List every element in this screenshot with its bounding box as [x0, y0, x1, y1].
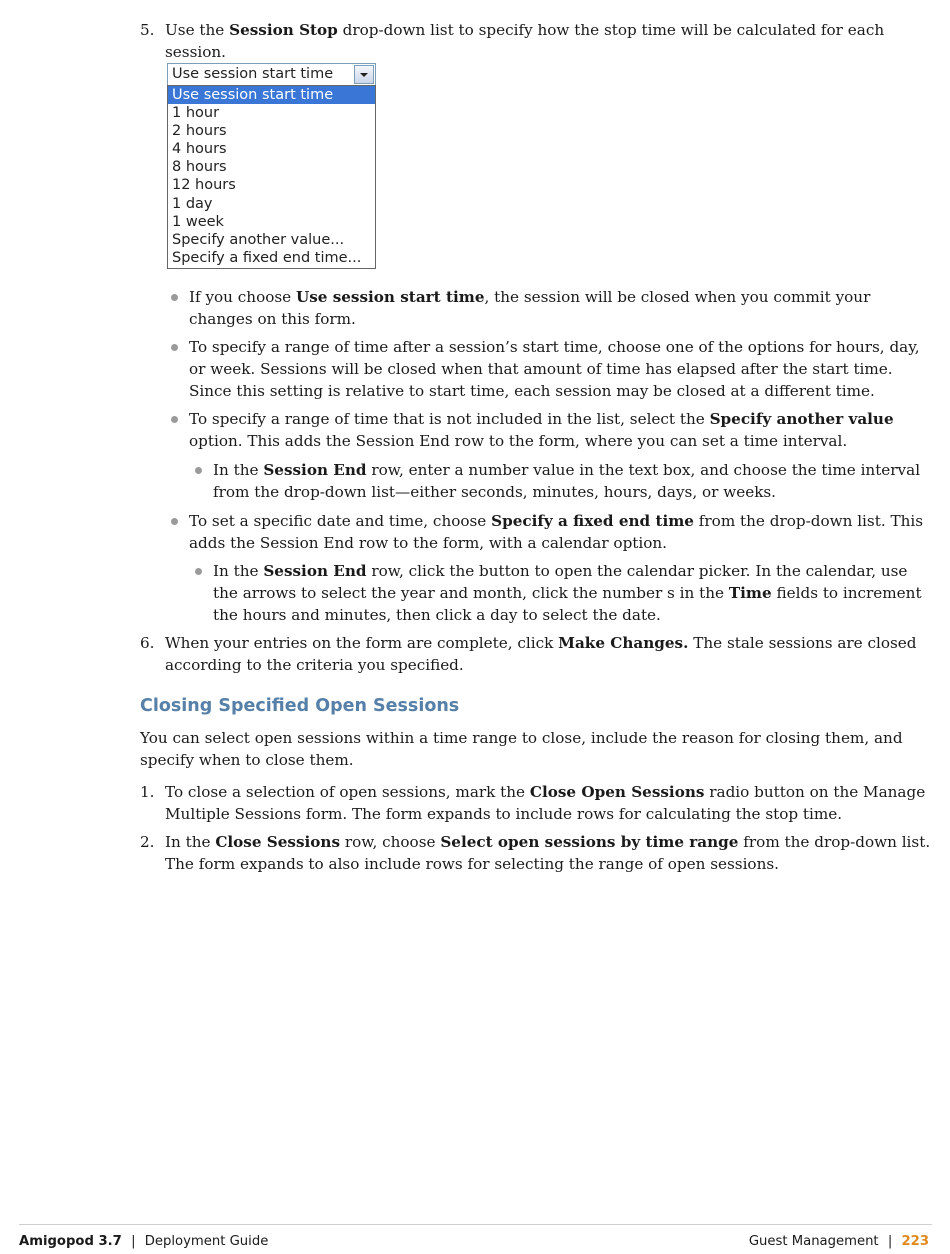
- footer-product: Amigopod 3.7: [19, 1234, 122, 1249]
- dropdown-button[interactable]: [354, 65, 374, 84]
- dropdown-option[interactable]: 1 hour: [172, 105, 220, 122]
- session-stop-dropdown[interactable]: [167, 63, 376, 268]
- dropdown-option[interactable]: 1 day: [172, 195, 213, 212]
- dropdown-field[interactable]: [167, 63, 376, 86]
- bullet-icon: [171, 416, 178, 423]
- step-text: To close a selection of open sessions, mark the Close Open Sessions radio button on the Manage Multiple Sessions form. The form expands to include rows for calculating the stop time.: [165, 783, 926, 823]
- section-heading: Closing Specified Open Sessions: [140, 696, 460, 716]
- bullet-fixed-end-time: To set a specific date and time, choose Specify a fixed end time from the drop-down list. This adds the Session End row to the form, with a calendar option.: [189, 510, 932, 554]
- dropdown-option[interactable]: Specify another value...: [172, 231, 345, 248]
- footer-separator: |: [131, 1234, 136, 1249]
- dropdown-option[interactable]: Specify a fixed end time...: [172, 249, 362, 266]
- page-number: 223: [901, 1234, 929, 1249]
- step-text: In the Close Sessions row, choose Select open sessions by time range from the drop-down list. The form expands to also include rows for selecting the range of open sessions.: [165, 833, 931, 873]
- step-number: 6.: [140, 634, 155, 652]
- dropdown-option[interactable]: Use session start time: [168, 86, 375, 104]
- footer-divider: [19, 1224, 932, 1225]
- step-number: 2.: [140, 833, 155, 851]
- footer-right: [749, 1234, 929, 1249]
- step-6: [140, 632, 932, 676]
- bullet-icon: [195, 467, 202, 474]
- bullet-icon: [171, 294, 178, 301]
- dropdown-option[interactable]: 12 hours: [172, 177, 236, 194]
- dropdown-options-list[interactable]: [167, 85, 376, 269]
- step-5: [140, 19, 932, 63]
- footer-guide: Deployment Guide: [144, 1234, 269, 1249]
- section-step-2: [140, 831, 932, 875]
- section-intro: You can select open sessions within a time range to close, include the reason for closing them, and specify when to close them.: [140, 729, 903, 769]
- section-step-1: [140, 781, 932, 825]
- dropdown-option[interactable]: 2 hours: [172, 123, 227, 140]
- step-text: Use the Session Stop drop-down list to specify how the stop time will be calculated for each session.: [165, 21, 885, 61]
- subbullet-calendar-picker: In the Session End row, click the button to open the calendar picker. In the calendar, use the arrows to select the year and month, click the number s in the Time fields to increment the hours and minutes, then click a day to select the date.: [213, 560, 932, 626]
- dropdown-option[interactable]: 4 hours: [172, 141, 227, 158]
- bullet-start-time: If you choose Use session start time, the session will be closed when you commit your changes on this form.: [189, 286, 932, 330]
- subbullet-session-end-interval: In the Session End row, enter a number value in the text box, and choose the time interval from the drop-down list—either seconds, minutes, hours, days, or weeks.: [213, 459, 932, 503]
- footer-chapter: Guest Management: [748, 1234, 879, 1249]
- dropdown-option[interactable]: 1 week: [172, 213, 224, 230]
- chevron-down-icon: [360, 73, 368, 77]
- step-number: 5.: [140, 21, 155, 39]
- bullet-another-value: To specify a range of time that is not included in the list, select the Specify another value option. This adds the Session End row to the form, where you can set a time interval.: [189, 408, 932, 452]
- bullet-time-range: To specify a range of time after a session’s start time, choose one of the options for hours, day, or week. Sessions will be closed when that amount of time has elapsed after the start time. Since this setting is relative to start time, each session may be closed at a different time.: [189, 336, 932, 402]
- dropdown-selected-value: Use session start time: [172, 66, 334, 82]
- footer-separator: |: [887, 1234, 893, 1249]
- step-number: 1.: [140, 783, 155, 801]
- footer-left: [19, 1234, 268, 1249]
- bullet-icon: [171, 518, 178, 525]
- bullet-icon: [195, 568, 202, 575]
- dropdown-option[interactable]: 8 hours: [172, 159, 227, 176]
- step-text: When your entries on the form are complete, click Make Changes. The stale sessions are closed according to the criteria you specified.: [165, 634, 917, 674]
- bullet-icon: [171, 344, 178, 351]
